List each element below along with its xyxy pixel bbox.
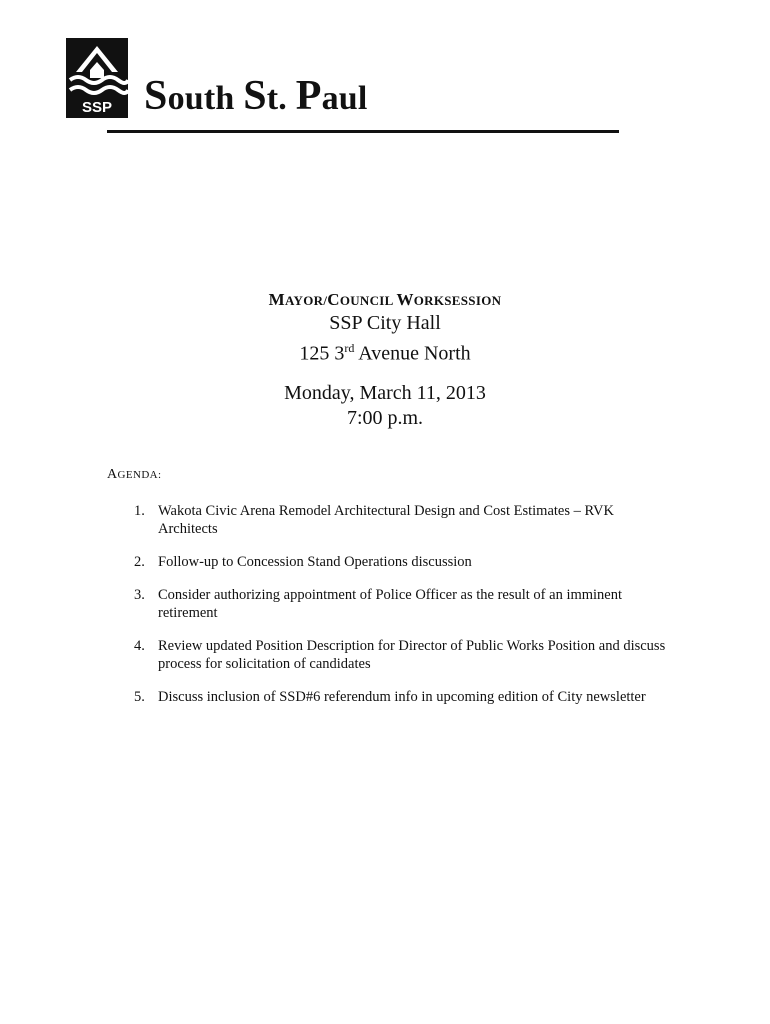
- agenda-item-text: Wakota Civic Arena Remodel Architectural Design and Cost Estimates – RVK Architects: [158, 503, 614, 537]
- agenda-item: [107, 586, 667, 622]
- agenda-item-text: Follow-up to Concession Stand Operations discussion: [158, 554, 472, 570]
- agenda-list: [107, 502, 667, 721]
- meeting-address: 125 3rd Avenue North: [299, 341, 471, 365]
- meeting-date: Monday, March 11, 2013: [284, 381, 486, 404]
- agenda-item: [107, 553, 667, 571]
- agenda-item-text: Consider authorizing appointment of Police Officer as the result of an imminent retirement: [158, 587, 623, 621]
- agenda-item: [107, 688, 667, 706]
- agenda-item-number: 1.: [134, 503, 145, 519]
- logo-text: SSP: [81, 99, 113, 116]
- meeting-title: MAYOR/COUNCIL WORKSESSION: [268, 290, 502, 309]
- agenda-label: AGENDA:: [107, 467, 162, 482]
- meeting-time: 7:00 p.m.: [346, 406, 424, 429]
- meeting-venue: SSP City Hall: [329, 312, 441, 334]
- agenda-item-text: Discuss inclusion of SSD#6 referendum info in upcoming edition of City newsletter: [158, 689, 646, 705]
- ssp-city-logo-icon: [66, 38, 128, 118]
- agenda-item: [107, 502, 667, 538]
- header-divider: [107, 130, 619, 133]
- agenda-item-number: 4.: [134, 638, 145, 654]
- city-name: South St. Paul: [144, 73, 368, 119]
- agenda-item: [107, 637, 667, 673]
- agenda-item-text: Review updated Position Description for Director of Public Works Position and discuss process for solicitation of candidates: [158, 638, 666, 672]
- agenda-item-number: 2.: [134, 554, 145, 570]
- meeting-info: [0, 290, 770, 431]
- agenda-item-number: 5.: [134, 689, 145, 705]
- agenda-item-number: 3.: [134, 587, 145, 603]
